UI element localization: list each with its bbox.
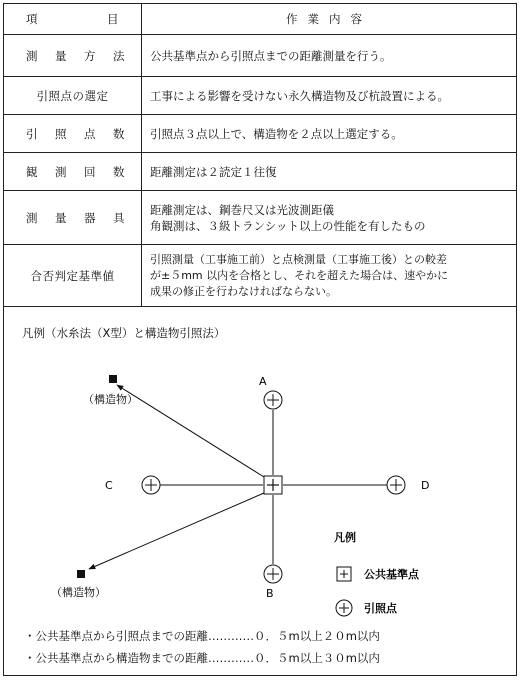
header-content: 作業内容 xyxy=(142,4,517,35)
diagram-title: 凡例（水糸法（X型）と構造物引照法） xyxy=(22,326,226,340)
row-label-char: 量 xyxy=(55,48,67,63)
row-label-char: 数 xyxy=(113,126,125,141)
row-content-line: 公共基準点から引照点までの距離測量を行う。 xyxy=(150,48,392,63)
row-label-char: 引 xyxy=(26,126,38,141)
work-spec-table xyxy=(3,3,517,307)
row-content-line: 工事による影響を受けない永久構造物及び杭設置による。 xyxy=(150,88,449,103)
row-label-char: 照 xyxy=(55,126,67,141)
table-row xyxy=(4,245,517,307)
header-item-char: 目 xyxy=(107,12,119,26)
row-content-line: 角観測は、３級トランシット以上の性能を有したもの xyxy=(150,218,426,233)
row-content-line: 引照点３点以上で、構造物を２点以上選定する。 xyxy=(150,126,403,141)
legend-benchmark-icon xyxy=(337,567,351,581)
row-content xyxy=(142,35,517,77)
reference-point-b xyxy=(264,565,282,583)
row-label xyxy=(4,115,142,153)
row-content-line: 距離測定は２読定１往復 xyxy=(150,164,277,179)
row-label-char: 具 xyxy=(113,210,125,225)
note-line: ・公共基準点から構造物までの距離…………０．５m以上３０m以内 xyxy=(24,651,380,665)
legend-benchmark-label: 公共基準点 xyxy=(364,568,419,581)
row-label xyxy=(4,191,142,245)
table-row xyxy=(4,77,517,115)
row-label-char: 回 xyxy=(84,164,96,179)
structure-marker-bottom xyxy=(77,570,85,578)
row-label-char: 器 xyxy=(84,210,96,225)
reference-point-c xyxy=(142,476,160,494)
structure-label-bottom: （構造物） xyxy=(51,586,106,599)
row-label: 合否判定基準値 xyxy=(4,245,142,307)
row-content-line: 成果の修正を行わなければならない。 xyxy=(150,284,337,298)
reference-point-d xyxy=(387,476,405,494)
legend-title: 凡例 xyxy=(334,531,356,544)
row-label-char: 法 xyxy=(113,48,125,63)
legend-reference-label: 引照点 xyxy=(364,602,397,615)
row-content-line: が±５mm 以内を合格とし、それを超えた場合は、速やかに xyxy=(150,268,449,282)
row-label-char: 量 xyxy=(55,210,67,225)
structure-marker-top xyxy=(109,375,117,383)
row-label-char: 測 xyxy=(55,164,67,179)
row-label-char: 数 xyxy=(113,164,125,179)
table-row xyxy=(4,35,517,77)
row-label xyxy=(4,35,142,77)
point-label-c: C xyxy=(105,479,113,492)
arrow-to-structure-top xyxy=(117,385,264,477)
row-content-line: 引照測量（工事施工前）と点検測量（工事施工後）との較差 xyxy=(150,252,447,266)
point-label-b: B xyxy=(266,587,274,600)
arrow-to-structure-bottom xyxy=(89,493,264,569)
row-content xyxy=(142,115,517,153)
row-label-char: 点 xyxy=(84,126,96,141)
legend-reference-icon xyxy=(336,600,352,616)
row-label xyxy=(4,153,142,191)
row-label-char: 測 xyxy=(26,48,38,63)
row-label-char: 方 xyxy=(84,48,96,63)
row-content xyxy=(142,245,517,307)
row-label-char: 観 xyxy=(26,164,38,179)
table-row xyxy=(4,115,517,153)
point-label-d: D xyxy=(421,479,430,492)
note-line: ・公共基準点から引照点までの距離…………０．５m以上２０m以内 xyxy=(24,629,380,643)
row-content-line: 距離測定は、鋼巻尺又は光波測距儀 xyxy=(150,202,334,217)
row-label: 引照点の選定 xyxy=(4,77,142,115)
header-item-char: 項 xyxy=(26,12,38,26)
table-row xyxy=(4,153,517,191)
point-label-a: A xyxy=(259,375,267,388)
table-header-row xyxy=(4,4,517,35)
row-content xyxy=(142,191,517,245)
table-row xyxy=(4,191,517,245)
structure-label-top: （構造物） xyxy=(83,393,138,406)
row-content xyxy=(142,77,517,115)
reference-point-a xyxy=(264,391,282,409)
survey-diagram xyxy=(3,345,517,625)
row-content xyxy=(142,153,517,191)
header-item xyxy=(4,4,142,35)
row-label-char: 測 xyxy=(26,210,38,225)
